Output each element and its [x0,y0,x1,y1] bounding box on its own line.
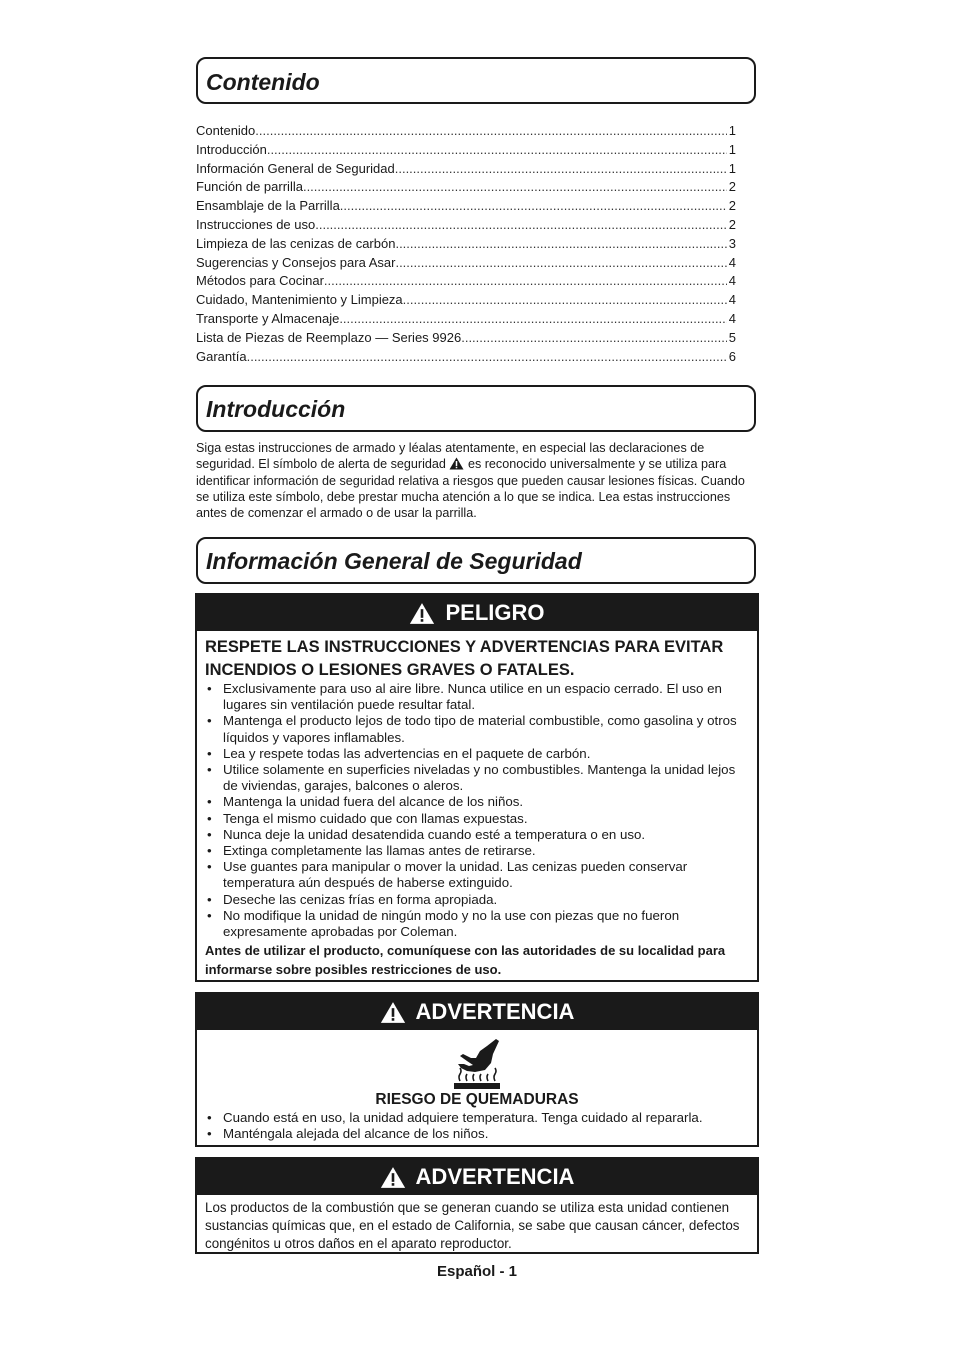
toc-entry [196,197,736,216]
toc-entry [196,178,736,197]
danger-item: • No modifique la unidad de ningún modo y no la use con piezas que no fueron expresamente aprobadas por Coleman. [205,908,749,940]
safety-heading-box [196,537,756,584]
toc-entry [196,329,736,348]
toc-entry-page: 2 [728,216,736,232]
danger-header [197,595,757,631]
danger-box [195,593,759,982]
toc-entry [196,141,736,160]
toc-leader-dots [303,178,727,197]
burn-risk-title: RIESGO DE QUEMADURAS [375,1091,579,1108]
burn-warning-box [195,992,759,1147]
toc-entry-page: 4 [728,254,736,270]
intro-title: Introducción [206,396,346,422]
toc-entry [196,291,736,310]
toc-entry-title: Limpieza de las cenizas de carbón [196,235,396,251]
danger-item: • Extinga completamente las llamas antes de retirarse. [205,843,749,859]
hot-surface-hand-icon [452,1037,502,1091]
toc-entry-title: Sugerencias y Consejos para Asar [196,254,396,270]
toc-entry-title: Transporte y Almacenaje [196,310,340,326]
toc-leader-dots [403,291,727,310]
contents-heading-box [196,57,756,104]
danger-item: • Exclusivamente para uso al aire libre. Nunca utilice en un espacio cerrado. El uso en lugares sin ventilación puede resultar fatal. [205,681,749,713]
danger-list [205,681,749,940]
toc-entry-title: Función de parrilla [196,179,303,195]
warning-triangle-icon [409,602,435,625]
danger-item: • Use guantes para manipular o mover la unidad. Las cenizas pueden conservar temperatura aún después de haberse extinguido. [205,859,749,891]
toc-entry [196,254,736,273]
toc-entry [196,348,736,367]
safety-alert-icon [449,457,464,470]
burn-warning-item: • Cuando está en uso, la unidad adquiere temperatura. Tenga cuidado al repararla. [205,1110,749,1126]
toc-entry-page: 2 [728,179,736,195]
toc-leader-dots [247,348,727,367]
danger-item: • Nunca deje la unidad desatendida cuando esté a temperatura o en uso. [205,827,749,843]
toc-entry-page: 3 [728,235,736,251]
contents-title: Contenido [206,69,320,95]
toc-leader-dots [395,254,726,273]
toc-entry-page: 2 [728,198,736,214]
toc-entry-title: Métodos para Cocinar [196,273,324,289]
toc-entry-title: Garantía [196,348,247,364]
toc-entry-title: Contenido [196,123,256,138]
burn-warning-list [205,1110,749,1142]
danger-footer-note: Antes de utilizar el producto, comuníquese con las autoridades de su localidad para informarse sobre posibles restricciones de uso. [205,943,726,978]
toc-leader-dots [395,235,726,254]
california-warning-text: Los productos de la combustión que se generan cuando se utiliza esta unidad contienen sustancias químicas que, en el estado de California, se sabe que causan cáncer, defectos congénitos u otros daños en el aparato reproductor. [205,1200,740,1252]
warning-triangle-icon [380,1166,406,1189]
page-number: Español - 1 [436,1263,518,1280]
california-warning-header [197,1159,757,1195]
toc-entry-title: Introducción [196,141,267,157]
toc-entry-page: 4 [728,310,736,326]
toc-entry [196,310,736,329]
danger-item: • Deseche las cenizas frías en forma apropiada. [205,892,749,908]
toc-entry-title: Información General de Seguridad [196,160,395,176]
toc-leader-dots [461,329,727,348]
toc-leader-dots [395,160,727,179]
danger-label: PELIGRO [445,600,545,625]
danger-body [197,631,757,985]
toc-leader-dots [315,216,727,235]
toc-entry [196,216,736,235]
toc-entry-page: 5 [728,329,736,345]
toc-leader-dots [324,272,727,291]
danger-item: • Mantenga el producto lejos de todo tipo de material combustible, como gasolina y otros líquidos y vapores inflamables. [205,713,749,745]
intro-text-part-1: Siga estas instrucciones de armado y léalas atentamente, en especial las declaraciones de seguridad. El símbolo de alerta de seguridad [196,441,705,472]
burn-warning-item: • Manténgala alejada del alcance de los niños. [205,1126,749,1142]
toc-entry-title: Cuidado, Mantenimiento y Limpieza [196,292,403,308]
toc-entry-page: 1 [728,123,736,138]
toc-entry-page: 4 [728,292,736,308]
danger-item: • Mantenga la unidad fuera del alcance de los niños. [205,794,749,810]
toc-entry [196,160,736,179]
toc-entry-title: Instrucciones de uso [196,216,316,232]
burn-warning-label: ADVERTENCIA [415,999,575,1024]
california-warning-label: ADVERTENCIA [415,1164,575,1189]
danger-item: • Lea y respete todas las advertencias en el paquete de carbón. [205,746,749,762]
danger-item: • Utilice solamente en superficies niveladas y no combustibles. Mantenga la unidad lejos de viviendas, garajes, balcones o aleros. [205,762,749,794]
toc-leader-dots [267,141,727,160]
danger-heading: RESPETE LAS INSTRUCCIONES Y ADVERTENCIAS PARA EVITAR INCENDIOS O LESIONES GRAVES O FATALES. [205,638,724,679]
toc-entry [196,272,736,291]
intro-heading-box [196,385,756,432]
toc-leader-dots [340,197,727,216]
burn-warning-body [197,1030,757,1145]
toc-entry-page: 1 [728,141,736,157]
toc-entry-title: Lista de Piezas de Reemplazo — Series 9926 [196,329,462,345]
safety-title: Información General de Seguridad [206,548,582,574]
toc-entry-page: 1 [728,160,736,176]
california-warning-box [195,1157,759,1254]
toc-leader-dots [255,122,726,141]
burn-warning-header [197,994,757,1030]
toc-entry [196,235,736,254]
intro-paragraph [196,440,756,521]
toc-entry-title: Ensamblaje de la Parrilla [196,198,340,214]
toc-entry [196,122,736,141]
table-of-contents [196,122,736,366]
warning-triangle-icon [380,1001,406,1024]
danger-item: • Tenga el mismo cuidado que con llamas expuestas. [205,811,749,827]
toc-entry-page: 6 [728,348,736,364]
toc-leader-dots [339,310,726,329]
toc-entry-page: 4 [728,273,736,289]
intro-text-part-2: es reconocido universalmente y se utiliza para identificar información de seguridad relativa a riesgos que pueden causar lesiones físicas. Cuando se utiliza este símbolo, debe prestar mucha atención a lo que se indica. Lea estas instrucciones antes de comenzar el armado o de usar la parrilla. [196,457,745,521]
